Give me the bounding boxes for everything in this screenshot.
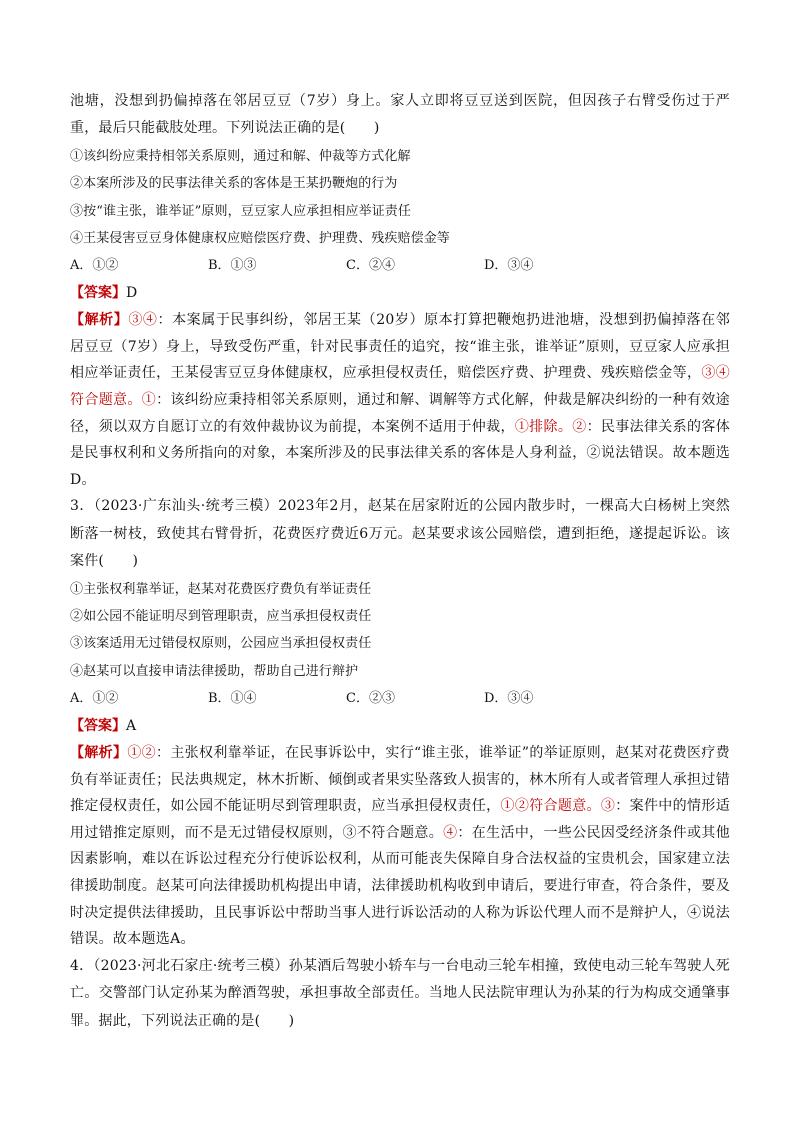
q2-option-3: ③按“谁主张，谁举证”原则，豆豆家人应承担相应举证责任 bbox=[70, 203, 411, 219]
q2-analysis-c: ：民事法律关系的客体是民事权利和义务所指向的对象，本案所涉及的民事法律关系的客体是人身利益，②说法错误。故本题选D。 bbox=[70, 418, 730, 488]
q3-analysis-lead: ①② bbox=[127, 745, 157, 762]
q2-choice-a: A．①② bbox=[70, 258, 119, 274]
q2-option-2: ②本案所涉及的民事法律关系的客体是王某扔鞭炮的行为 bbox=[70, 176, 398, 192]
q2-choice-d: D．③④ bbox=[484, 258, 534, 274]
q2-stem: 池塘，没想到扔偏掉落在邻居豆豆（7岁）身上。家人立即将豆豆送到医院，但因孩子右臂受伤过于严重，最后只能截肢处理。下列说法正确的是( ) bbox=[70, 93, 730, 137]
q3-answer bbox=[70, 713, 730, 740]
q3-choice-d: D．③④ bbox=[484, 691, 534, 707]
q2-analysis-label: 【解析】 bbox=[70, 312, 129, 329]
q3-answer-label: 【答案】 bbox=[70, 717, 126, 734]
q3-analysis-label: 【解析】 bbox=[70, 745, 128, 762]
q2-choice-c: C．②④ bbox=[346, 258, 395, 274]
q2-analysis-r1: ③④符合题意。① bbox=[70, 365, 730, 409]
q2-answer-label: 【答案】 bbox=[70, 284, 126, 301]
q3-analysis-r1: ①②符合题意。③ bbox=[500, 798, 616, 815]
q3-choice-b: B．①④ bbox=[208, 691, 257, 707]
q3-answer-value: A bbox=[126, 717, 137, 734]
q3-analysis-c: ：在生活中，一些公民因受经济条件或其他因素影响，难以在诉讼过程充分行使诉讼权利，从而可能丧失保障自身合法权益的宝贵机会，国家建立法律援助制度。赵某可向法律援助机构提出申请，法律援助机构收到申请后，要进行审查，符合条件，要及时决定提供法律援助，且民事诉讼中帮助当事人进行诉讼活动的人称为诉讼代理人而不是辩护人，④说法错误。故本题选A。 bbox=[70, 824, 730, 948]
q2-answer bbox=[70, 280, 730, 307]
q2-answer-value: D bbox=[126, 284, 138, 301]
q3-option-1: ①主张权利靠举证，赵某对花费医疗费负有举证责任 bbox=[70, 581, 372, 597]
q3-choice-a: A．①② bbox=[70, 691, 119, 707]
q2-option-1: ①该纠纷应秉持相邻关系原则，通过和解、仲裁等方式化解 bbox=[70, 148, 411, 164]
q3-stem: 3．（2023·广东汕头·统考三模）2023年2月，赵某在居家附近的公园内散步时，一棵高大白杨树上突然断落一树枝，致使其右臂骨折，花费医疗费近6万元。赵某要求该公园赔偿，遭到拒绝，遂提起诉讼。该案件( ) bbox=[70, 498, 730, 570]
q2-choices bbox=[70, 252, 730, 279]
q2-analysis bbox=[70, 307, 730, 493]
q3-choices bbox=[70, 685, 730, 712]
q4-stem: 4．（2023·河北石家庄·统考三模）孙某酒后驾驶小轿车与一台电动三轮车相撞，致使电动三轮车驾驶人死亡。交警部门认定孙某为醉酒驾驶，承担事故全部责任。当地人民法院审理认为孙某的行为构成交通肇事罪。据此，下列说法正确的是( ) bbox=[70, 957, 730, 1029]
q2-option-4: ④王某侵害豆豆身体健康权应赔偿医疗费、护理费、残疾赔偿金等 bbox=[70, 231, 450, 247]
q3-option-3: ③该案适用无过错侵权原则，公园应当承担侵权责任 bbox=[70, 636, 372, 652]
q2-analysis-a: ：本案属于民事纠纷，邻居王某（20岁）原本打算把鞭炮扔进池塘，没想到扔偏掉落在邻居豆豆（7岁）身上，导致受伤严重，针对民事责任的追究，按“谁主张，谁举证”原则，豆豆家人应承担相应举证责任，王某侵害豆豆身体健康权，应承担侵权责任，赔偿医疗费、护理费、残疾赔偿金等， bbox=[70, 312, 730, 382]
q3-analysis-b: ：案件中的情形适用过错推定原则，而不是无过错侵权原则，③不符合题意。 bbox=[70, 798, 731, 841]
q3-analysis-r2: ④ bbox=[443, 824, 458, 841]
q2-choice-b: B．①③ bbox=[208, 258, 257, 274]
q2-analysis-b: ：该纠纷应秉持相邻关系原则，通过和解、调解等方式化解，仲裁是解决纠纷的一种有效途径，须以双方自愿订立的有效仲裁协议为前提，本案例不适用于仲裁， bbox=[70, 392, 730, 435]
q3-analysis-a: ：主张权利靠举证，在民事诉讼中，实行“谁主张，谁举证”的举证原则，赵某对花费医疗费负有举证责任；民法典规定，林木折断、倾倒或者果实坠落致人损害的，林木所有人或者管理人承担过错推定侵权责任，如公园不能证明尽到管理职责，应当承担侵权责任， bbox=[70, 745, 730, 815]
q2-analysis-lead: ③④ bbox=[128, 312, 158, 329]
q3-option-4: ④赵某可以直接申请法律援助，帮助自己进行辩护 bbox=[70, 663, 359, 679]
q3-analysis bbox=[70, 740, 730, 953]
document-page bbox=[70, 88, 730, 1035]
q3-option-2: ②如公园不能证明尽到管理职责，应当承担侵权责任 bbox=[70, 609, 372, 625]
q2-analysis-r2: ①排除。② bbox=[514, 418, 587, 435]
q3-choice-c: C．②③ bbox=[346, 691, 395, 707]
